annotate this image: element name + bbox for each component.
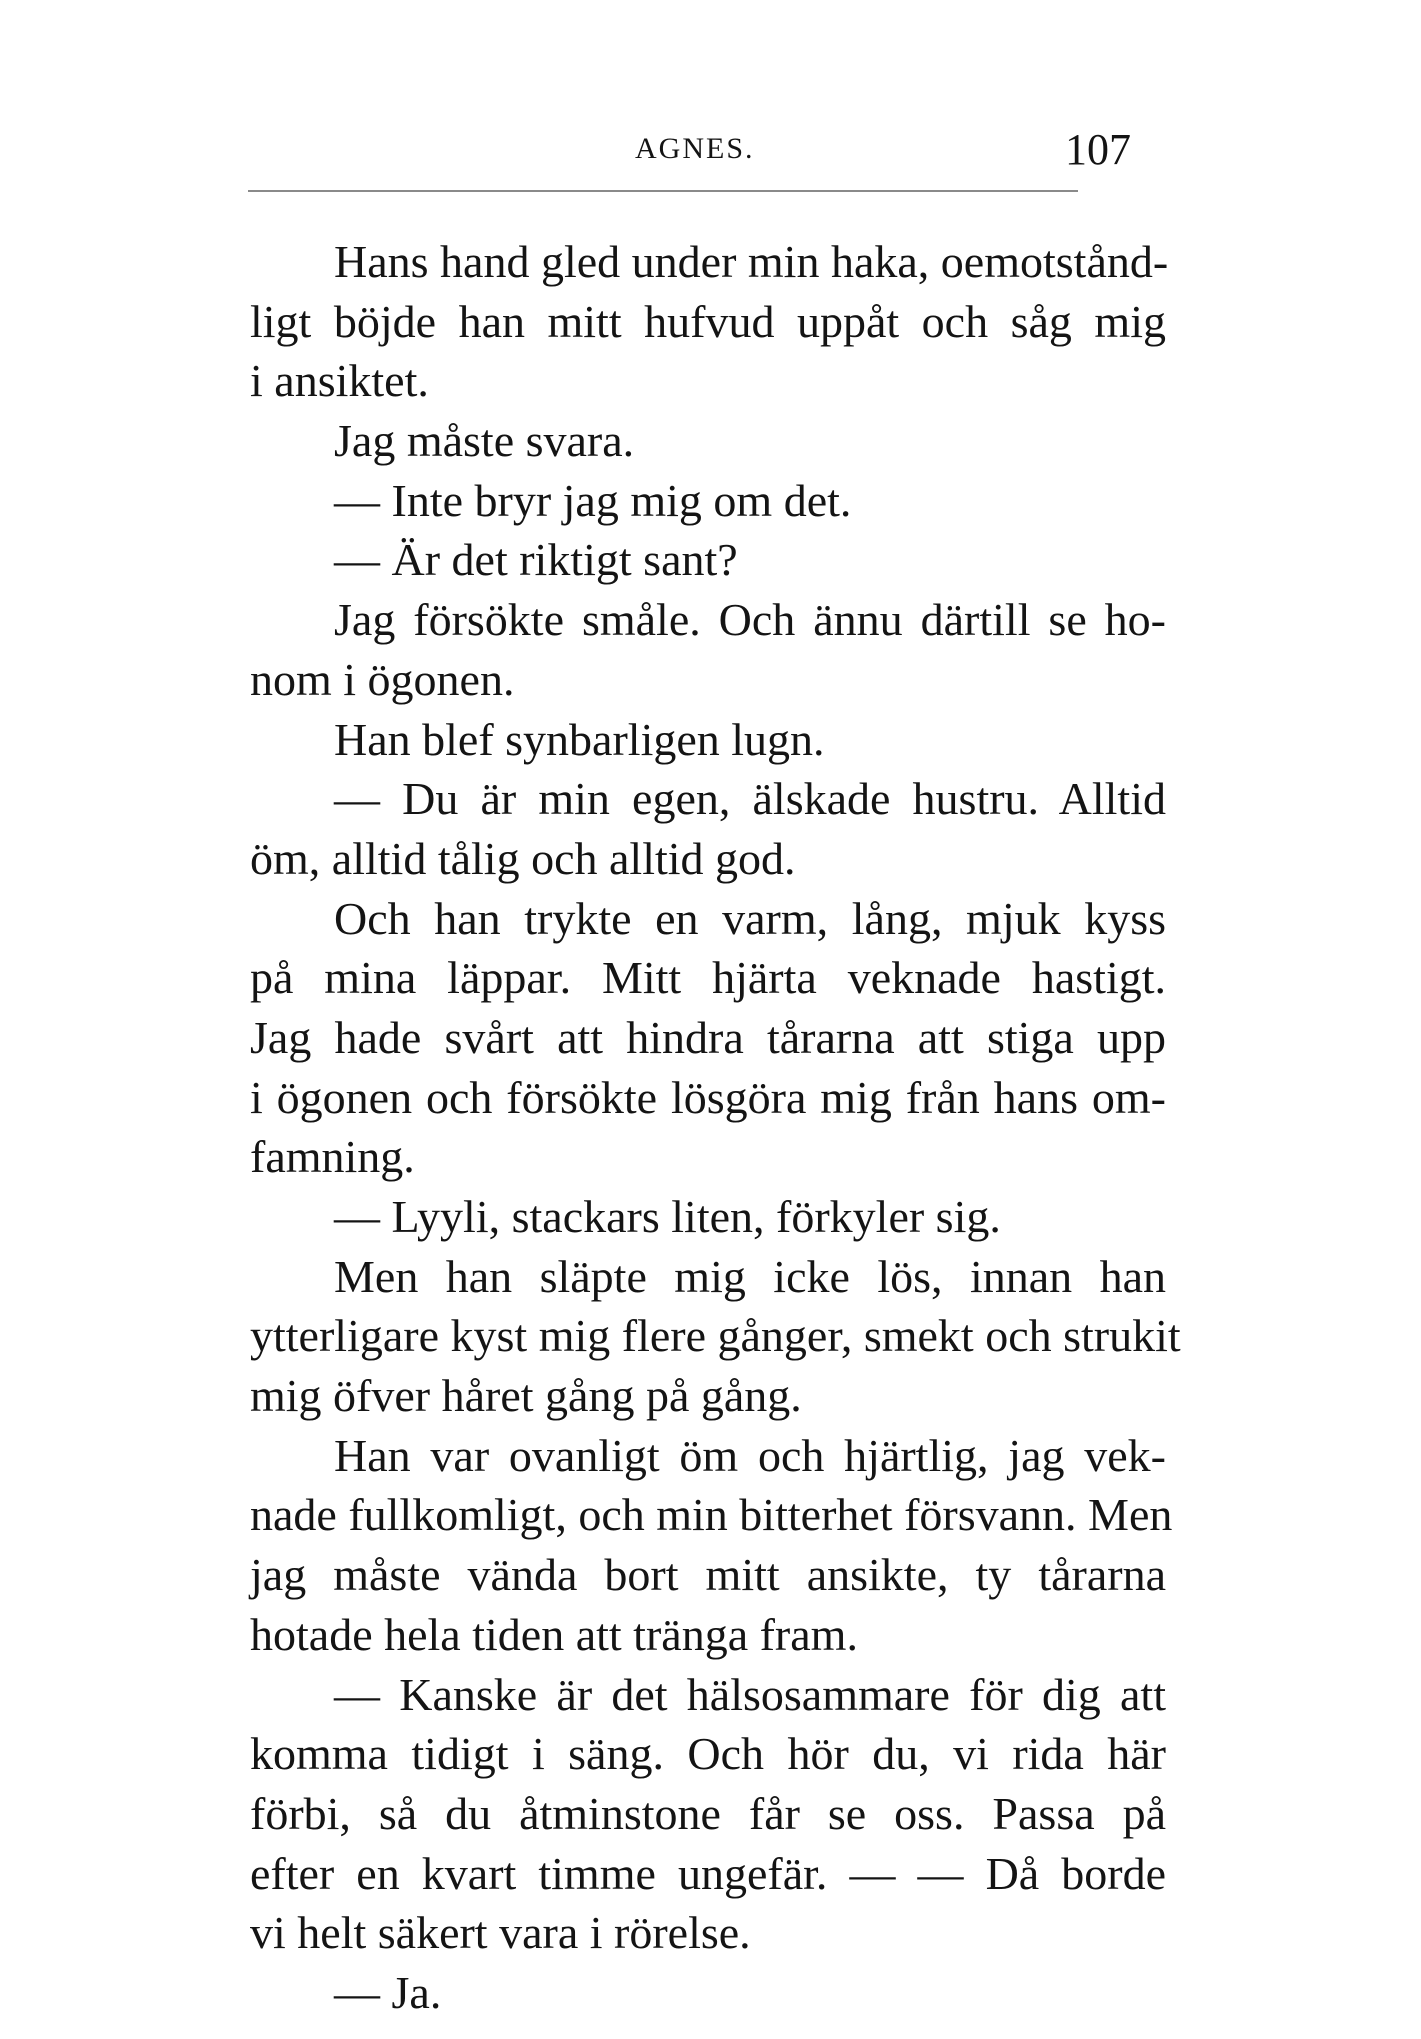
text-line: — Du är min egen, älskade hustru. Alltid [334,773,1166,825]
text-line: i ögonen och försökte lösgöra mig från hans om- [250,1071,1166,1123]
text-line: nom i ögonen. [250,653,515,705]
text-line: i ansiktet. [250,355,429,407]
text-line: ligt böjde han mitt hufvud uppåt och såg mig [250,295,1166,347]
text-line: Jag försökte småle. Och ännu därtill se ho- [334,594,1166,646]
text-line: mig öfver håret gång på gång. [250,1370,802,1422]
text-line: — Inte bryr jag mig om det. [334,474,852,526]
text-line: på mina läppar. Mitt hjärta veknade hastigt. [250,952,1166,1004]
text-line: hotade hela tiden att tränga fram. [250,1608,858,1660]
text-line: efter en kvart timme ungefär. — — Då borde [250,1847,1166,1899]
text-line: nade fullkomligt, och min bitterhet försvann. Men [250,1489,1173,1541]
header-rule [248,190,1078,192]
text-line: förbi, så du åtminstone får se oss. Passa på [250,1787,1166,1839]
body-text [250,232,1181,2023]
text-line: Och han trykte en varm, lång, mjuk kyss [334,892,1166,944]
text-line: — Ja. [334,1966,442,2018]
text-line: — Är det riktigt sant? [334,534,738,586]
running-title: AGNES. [635,132,755,165]
text-line: komma tidigt i säng. Och hör du, vi rida här [250,1728,1166,1780]
text-line: — Lyyli, stackars liten, förkyler sig. [334,1191,1001,1242]
text-line: — Kanske är det hälsosammare för dig att [334,1668,1166,1720]
page-number: 107 [1065,125,1131,174]
text-line: öm, alltid tålig och alltid god. [250,832,796,884]
text-line: Han blef synbarligen lugn. [334,713,825,765]
text-line: vi helt säkert vara i rörelse. [250,1907,751,1959]
text-line: Men han släpte mig icke lös, innan han [334,1250,1166,1302]
text-line: ytterligare kyst mig flere gånger, smekt och strukit [250,1310,1181,1362]
text-line: jag måste vända bort mitt ansikte, ty tårarna [250,1549,1166,1601]
text-line: Jag hade svårt att hindra tårarna att stiga upp [250,1011,1166,1063]
text-line: Han var ovanligt öm och hjärtlig, jag vek- [334,1429,1166,1481]
text-line: famning. [250,1131,415,1183]
text-line: Hans hand gled under min haka, oemotstånd- [334,236,1169,287]
text-line: Jag måste svara. [334,415,635,467]
